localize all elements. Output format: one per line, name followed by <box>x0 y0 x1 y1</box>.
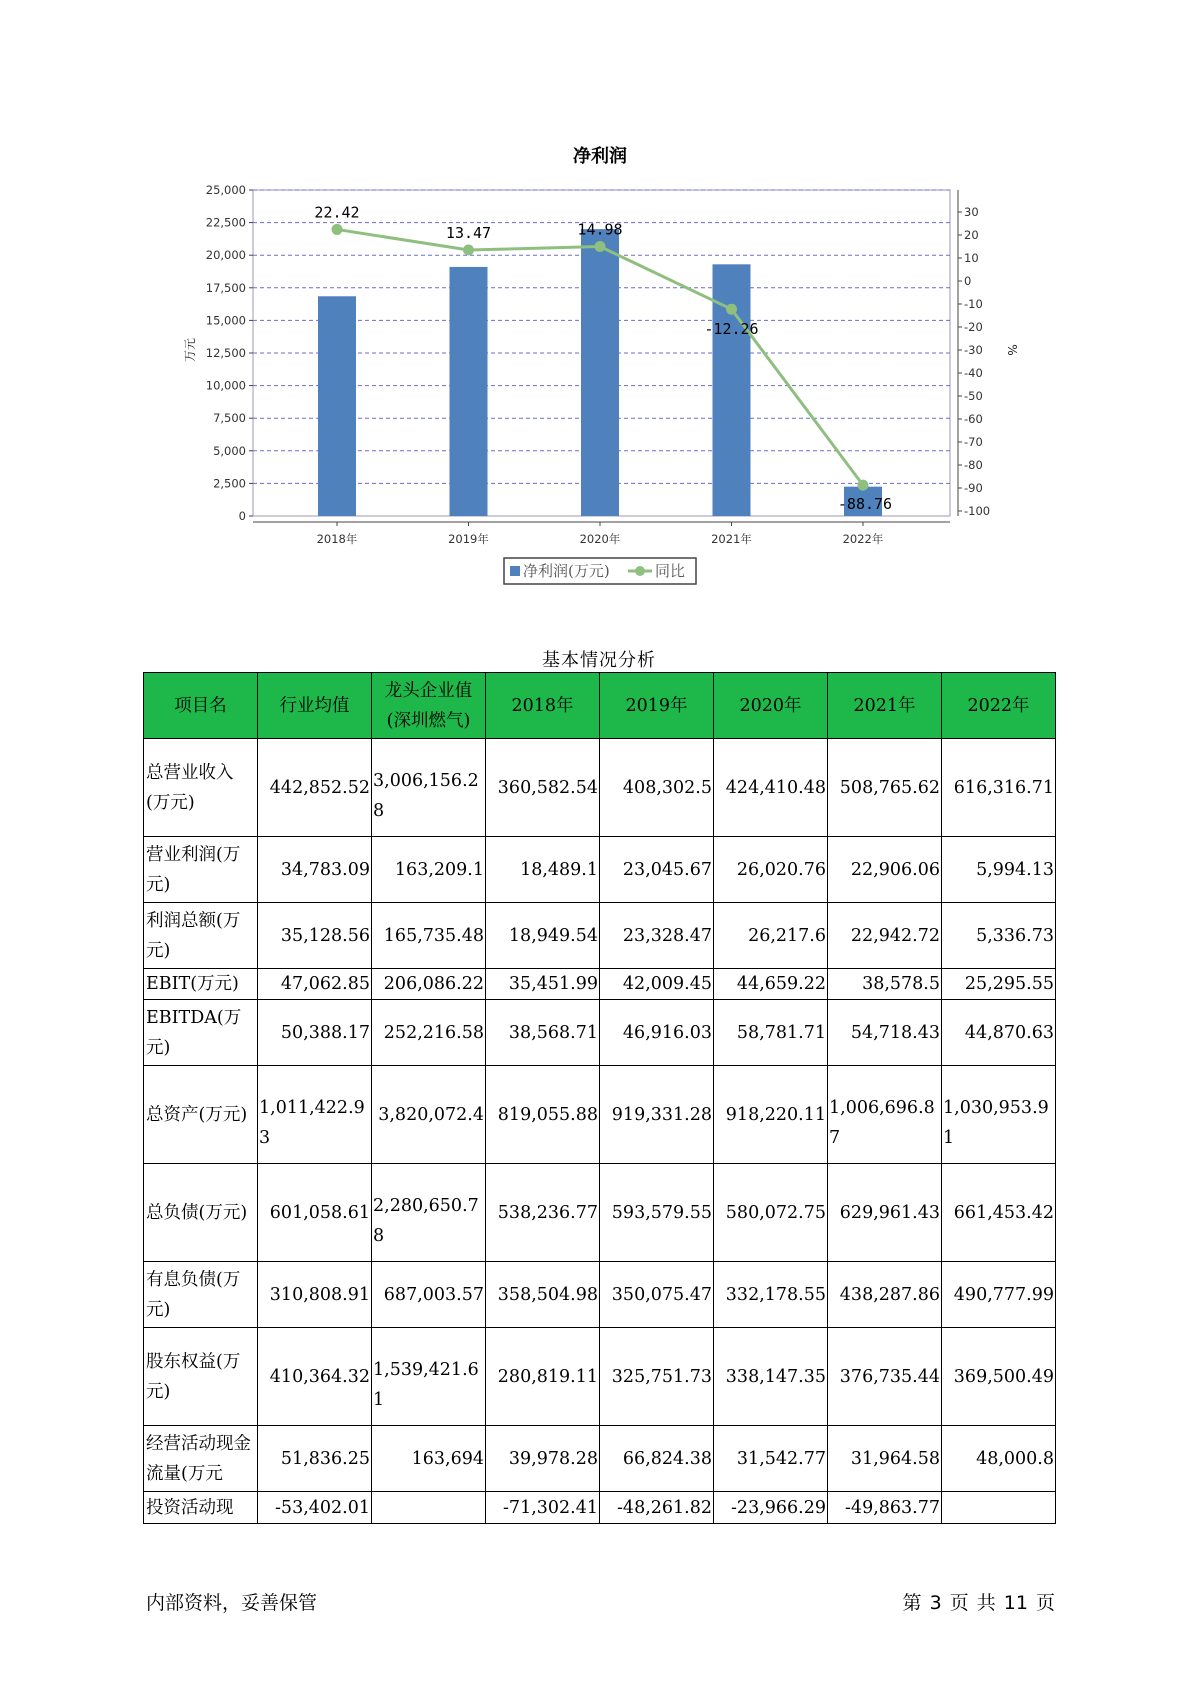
table-cell: 5,994.13 <box>942 837 1056 903</box>
table-cell: 51,836.25 <box>258 1426 372 1492</box>
x-tick-label: 2021年 <box>711 532 752 546</box>
y-right-tick-label: -80 <box>964 458 983 472</box>
y-left-tick-label: 0 <box>238 509 246 523</box>
row-label: 利润总额(万元) <box>144 903 258 969</box>
y-right-tick-label: -40 <box>964 366 983 380</box>
table-cell: 22,942.72 <box>828 903 942 969</box>
table-cell: 38,568.71 <box>486 1000 600 1066</box>
table-cell: 44,870.63 <box>942 1000 1056 1066</box>
y-right-axis-title: % <box>1005 344 1019 356</box>
table-cell: 54,718.43 <box>828 1000 942 1066</box>
footer-confidential-note: 内部资料，妥善保管 <box>146 1592 318 1614</box>
row-label: 经营活动现金流量(万元 <box>144 1426 258 1492</box>
table-row <box>144 1164 1056 1262</box>
table-caption: 基本情况分析 <box>542 650 656 671</box>
table-cell: 601,058.61 <box>258 1164 372 1262</box>
table-cell: 2,280,650.78 <box>372 1164 486 1262</box>
row-label: 投资活动现 <box>144 1492 258 1524</box>
table-cell: 538,236.77 <box>486 1164 600 1262</box>
table-cell: 376,735.44 <box>828 1328 942 1426</box>
y-right-tick-label: -90 <box>964 481 983 495</box>
table-cell: 580,072.75 <box>714 1164 828 1262</box>
table-cell: 31,964.58 <box>828 1426 942 1492</box>
yoy-point <box>858 480 869 491</box>
table-cell: 490,777.99 <box>942 1262 1056 1328</box>
table-cell: 31,542.77 <box>714 1426 828 1492</box>
yoy-data-label: -12.26 <box>704 320 759 339</box>
y-right-tick-label: -100 <box>964 504 991 518</box>
table-row <box>144 837 1056 903</box>
table-cell: -23,966.29 <box>714 1492 828 1524</box>
table-row <box>144 969 1056 1000</box>
table-cell: 1,006,696.87 <box>828 1066 942 1164</box>
footer-page-number: 第 3 页 共 11 页 <box>902 1592 1055 1614</box>
table-cell: 369,500.49 <box>942 1328 1056 1426</box>
table-cell: 629,961.43 <box>828 1164 942 1262</box>
header-2020: 2020年 <box>714 673 828 739</box>
y-right-tick-label: -20 <box>964 320 983 334</box>
table-cell: 58,781.71 <box>714 1000 828 1066</box>
y-right-tick-label: -10 <box>964 297 983 311</box>
yoy-point <box>726 304 737 315</box>
table-cell: 350,075.47 <box>600 1262 714 1328</box>
table-cell: 508,765.62 <box>828 739 942 837</box>
table-row <box>144 1492 1056 1524</box>
row-label: 股东权益(万元) <box>144 1328 258 1426</box>
table-cell: 1,539,421.61 <box>372 1328 486 1426</box>
table-cell: 50,388.17 <box>258 1000 372 1066</box>
table-cell: 1,030,953.91 <box>942 1066 1056 1164</box>
table-cell <box>372 1492 486 1524</box>
y-left-tick-label: 5,000 <box>213 443 246 458</box>
table-cell: 39,978.28 <box>486 1426 600 1492</box>
table-row <box>144 739 1056 837</box>
y-right-tick-label: -60 <box>964 412 983 426</box>
table-cell: 616,316.71 <box>942 739 1056 837</box>
bar <box>450 267 488 516</box>
table-cell: -49,863.77 <box>828 1492 942 1524</box>
y-left-tick-label: 2,500 <box>213 476 246 491</box>
table-cell: 424,410.48 <box>714 739 828 837</box>
table-header-row <box>144 673 1056 739</box>
table-cell: 163,694 <box>372 1426 486 1492</box>
table-cell: 358,504.98 <box>486 1262 600 1328</box>
table-cell: 22,906.06 <box>828 837 942 903</box>
legend-line-marker <box>635 566 645 576</box>
table-cell: 918,220.11 <box>714 1066 828 1164</box>
table-cell: 1,011,422.93 <box>258 1066 372 1164</box>
table-cell: 18,489.1 <box>486 837 600 903</box>
row-label: EBITDA(万元) <box>144 1000 258 1066</box>
table-cell: 438,287.86 <box>828 1262 942 1328</box>
table-cell: 661,453.42 <box>942 1164 1056 1262</box>
table-cell: 5,336.73 <box>942 903 1056 969</box>
table-cell: 34,783.09 <box>258 837 372 903</box>
x-tick-label: 2022年 <box>842 532 884 546</box>
header-2019: 2019年 <box>600 673 714 739</box>
table-cell: 593,579.55 <box>600 1164 714 1262</box>
table-cell: 360,582.54 <box>486 739 600 837</box>
y-left-tick-label: 12,500 <box>205 346 246 360</box>
table-row <box>144 1066 1056 1164</box>
legend-bar-swatch <box>510 566 520 576</box>
y-left-tick-label: 7,500 <box>213 411 246 426</box>
table-cell: 23,328.47 <box>600 903 714 969</box>
y-right-tick-label: -30 <box>964 343 983 357</box>
y-left-tick-label: 15,000 <box>205 313 246 328</box>
table-row <box>144 1328 1056 1426</box>
y-right-tick-label: 30 <box>964 205 979 219</box>
header-item-name: 项目名 <box>144 673 258 739</box>
row-label: EBIT(万元) <box>144 969 258 1000</box>
table-cell: 687,003.57 <box>372 1262 486 1328</box>
table-cell: -53,402.01 <box>258 1492 372 1524</box>
header-2018: 2018年 <box>486 673 600 739</box>
table-cell: 35,128.56 <box>258 903 372 969</box>
table-cell: 3,820,072.4 <box>372 1066 486 1164</box>
plot-area <box>206 183 990 546</box>
yoy-point <box>332 224 343 235</box>
table-cell: 66,824.38 <box>600 1426 714 1492</box>
y-left-axis-title: 万元 <box>183 337 197 363</box>
table-cell: 325,751.73 <box>600 1328 714 1426</box>
legend-line-label: 同比 <box>655 562 686 580</box>
header-2021: 2021年 <box>828 673 942 739</box>
table-cell: 442,852.52 <box>258 739 372 837</box>
yoy-data-label: 14.98 <box>577 220 623 239</box>
x-tick-label: 2019年 <box>448 532 489 546</box>
table-cell: 26,020.76 <box>714 837 828 903</box>
table-cell: 206,086.22 <box>372 969 486 1000</box>
header-leader-value: 龙头企业值(深圳燃气) <box>372 673 486 739</box>
y-right-tick-label: 0 <box>964 274 972 288</box>
legend <box>504 558 696 584</box>
table-cell: 163,209.1 <box>372 837 486 903</box>
header-2022: 2022年 <box>942 673 1056 739</box>
table-cell: 819,055.88 <box>486 1066 600 1164</box>
y-left-tick-label: 10,000 <box>205 378 246 393</box>
table-cell: 408,302.5 <box>600 739 714 837</box>
table-cell: -71,302.41 <box>486 1492 600 1524</box>
table-cell: 252,216.58 <box>372 1000 486 1066</box>
table-row <box>144 903 1056 969</box>
table-cell: 338,147.35 <box>714 1328 828 1426</box>
row-label: 总营业收入(万元) <box>144 739 258 837</box>
x-tick-label: 2018年 <box>316 532 358 546</box>
table-cell: 280,819.11 <box>486 1328 600 1426</box>
table-cell: 48,000.8 <box>942 1426 1056 1492</box>
y-right-tick-label: -70 <box>964 435 983 449</box>
table-row <box>144 1426 1056 1492</box>
y-left-tick-label: 20,000 <box>205 248 246 263</box>
table-cell: 44,659.22 <box>714 969 828 1000</box>
table-cell: 42,009.45 <box>600 969 714 1000</box>
table-row <box>144 1262 1056 1328</box>
table-cell: 410,364.32 <box>258 1328 372 1426</box>
table-cell: 35,451.99 <box>486 969 600 1000</box>
y-left-tick-label: 17,500 <box>205 280 246 295</box>
net-profit-chart <box>0 0 1191 600</box>
row-label: 有息负债(万元) <box>144 1262 258 1328</box>
basic-analysis-table <box>143 672 1056 1524</box>
y-right-tick-label: 10 <box>964 251 979 265</box>
yoy-data-label: 22.42 <box>314 203 360 222</box>
yoy-point <box>463 245 474 256</box>
table-cell: 46,916.03 <box>600 1000 714 1066</box>
row-label: 总负债(万元) <box>144 1164 258 1262</box>
yoy-data-label: 13.47 <box>445 224 492 243</box>
header-industry-avg: 行业均值 <box>258 673 372 739</box>
y-right-tick-label: -50 <box>964 389 983 403</box>
row-label: 营业利润(万元) <box>144 837 258 903</box>
yoy-data-label: -88.76 <box>837 495 893 514</box>
table-cell: 165,735.48 <box>372 903 486 969</box>
y-left-tick-label: 22,500 <box>205 215 246 230</box>
table-cell: 332,178.55 <box>714 1262 828 1328</box>
bar <box>581 229 619 516</box>
table-row <box>144 1000 1056 1066</box>
table-cell: 3,006,156.28 <box>372 739 486 837</box>
table-cell: 38,578.5 <box>828 969 942 1000</box>
table-cell: 23,045.67 <box>600 837 714 903</box>
table-cell <box>942 1492 1056 1524</box>
bar <box>318 296 356 516</box>
table-cell: 26,217.6 <box>714 903 828 969</box>
row-label: 总资产(万元) <box>144 1066 258 1164</box>
y-left-tick-label: 25,000 <box>205 183 246 197</box>
table-cell: 919,331.28 <box>600 1066 714 1164</box>
table-cell: -48,261.82 <box>600 1492 714 1524</box>
x-tick-label: 2020年 <box>579 532 621 546</box>
table-cell: 25,295.55 <box>942 969 1056 1000</box>
table-body <box>144 739 1056 1524</box>
table-cell: 310,808.91 <box>258 1262 372 1328</box>
legend-bar-label: 净利润(万元) <box>523 562 610 580</box>
table-cell: 47,062.85 <box>258 969 372 1000</box>
y-right-tick-label: 20 <box>964 228 979 242</box>
chart-title: 净利润 <box>573 146 627 167</box>
yoy-point <box>595 241 606 252</box>
table-cell: 18,949.54 <box>486 903 600 969</box>
